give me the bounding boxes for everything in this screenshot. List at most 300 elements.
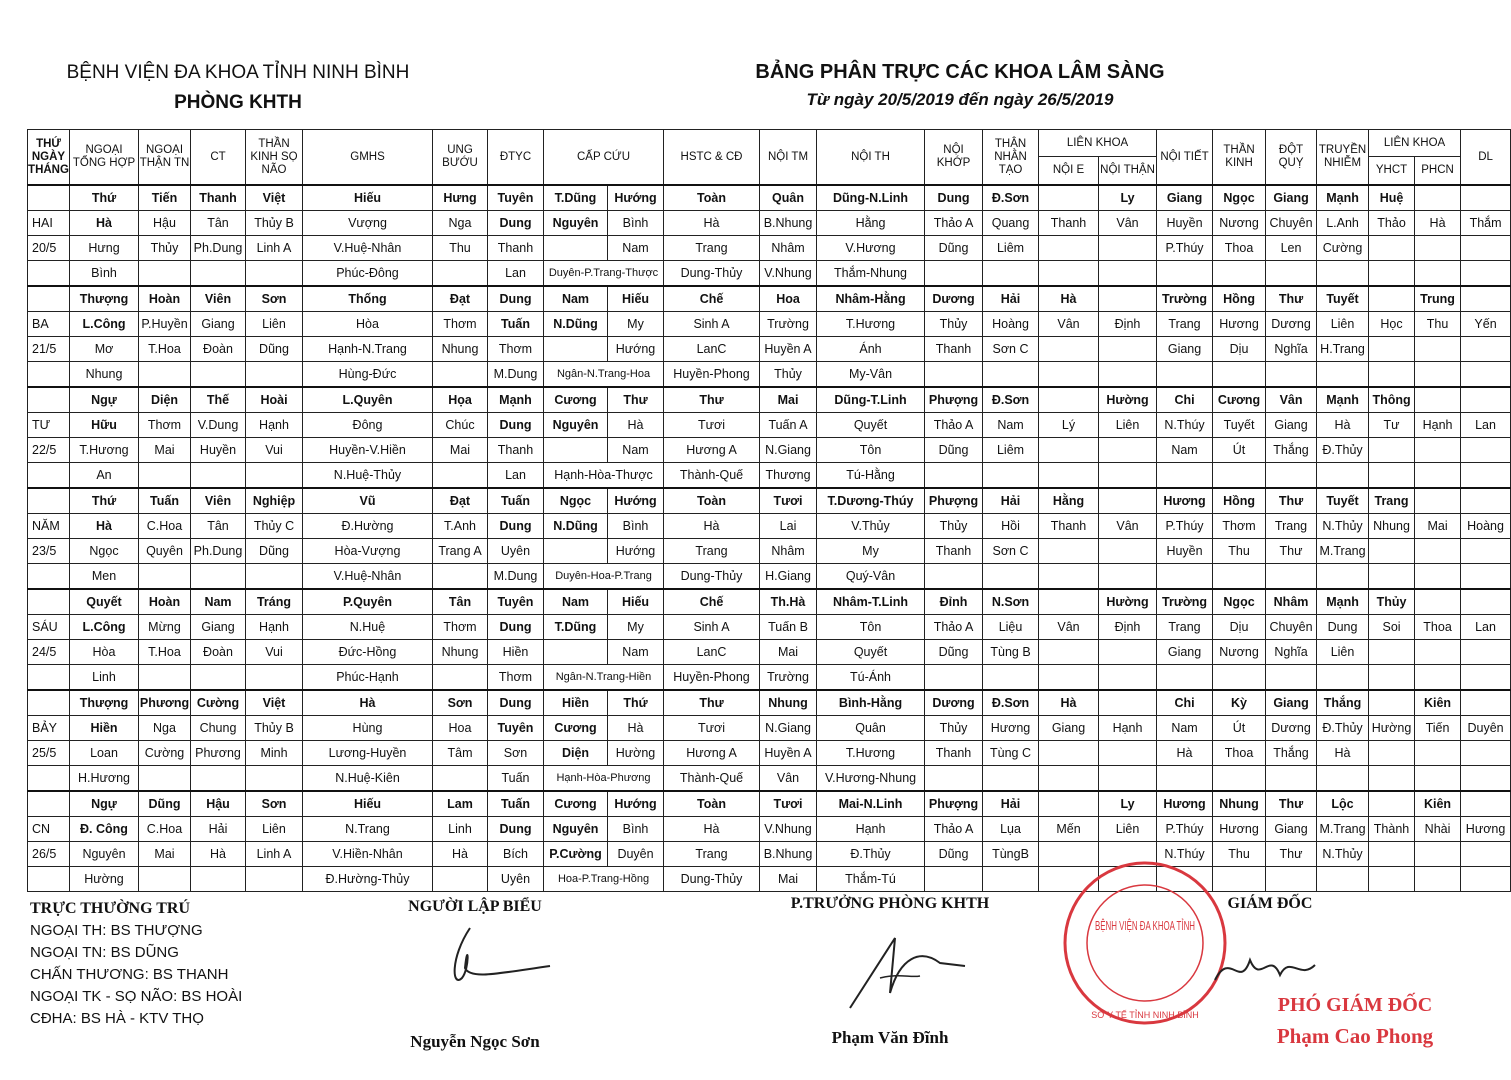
table-cell xyxy=(1369,842,1415,867)
table-cell: Loan xyxy=(70,741,139,766)
table-cell: Thượng xyxy=(70,286,139,312)
resident-duty-notes xyxy=(30,898,242,1030)
table-cell: Đ.Thủy xyxy=(1317,716,1369,741)
table-cell: Sơn C xyxy=(983,337,1039,362)
table-cell: Giang xyxy=(1266,817,1317,842)
table-cell xyxy=(1099,488,1157,514)
table-cell: Thủy xyxy=(925,312,983,337)
table-cell xyxy=(1415,236,1461,261)
table-cell: Phượng xyxy=(925,387,983,413)
table-cell: Tươi xyxy=(760,791,817,817)
table-cell: Tân xyxy=(433,589,488,615)
table-cell: Dung xyxy=(488,286,544,312)
table-cell: Thu xyxy=(433,236,488,261)
table-cell: Hà xyxy=(1317,413,1369,438)
table-cell xyxy=(1369,665,1415,691)
table-cell: Nhâm xyxy=(1266,589,1317,615)
table-cell: Hướng xyxy=(608,539,664,564)
table-cell: Toàn xyxy=(664,791,760,817)
table-cell xyxy=(1099,286,1157,312)
table-cell: Mừng xyxy=(139,615,191,640)
table-cell: Soi xyxy=(1369,615,1415,640)
table-cell: Chế xyxy=(664,286,760,312)
day-cell: CN xyxy=(28,817,70,842)
table-cell: Uyên xyxy=(488,867,544,892)
table-cell: L.Quyên xyxy=(303,387,433,413)
table-cell: LanC xyxy=(664,337,760,362)
table-cell: Tuyết xyxy=(1317,286,1369,312)
table-cell: Vũ xyxy=(303,488,433,514)
table-cell: My xyxy=(817,539,925,564)
col-header-dtyc: ĐTYC xyxy=(488,130,544,186)
table-cell: Sơn xyxy=(246,286,303,312)
table-cell: Dũng xyxy=(139,791,191,817)
table-row xyxy=(28,236,1511,261)
table-cell xyxy=(1317,766,1369,792)
table-cell xyxy=(983,766,1039,792)
table-cell: Hà xyxy=(191,842,246,867)
day-cell xyxy=(28,488,70,514)
table-cell: Hiếu xyxy=(303,185,433,211)
table-cell xyxy=(191,766,246,792)
table-cell: Thư xyxy=(1266,488,1317,514)
day-cell: NĂM xyxy=(28,514,70,539)
table-cell: Linh xyxy=(433,817,488,842)
table-cell: Thành-Quế xyxy=(664,766,760,792)
table-cell: Mơ xyxy=(70,337,139,362)
table-cell: Mai xyxy=(139,842,191,867)
table-cell: Hiếu xyxy=(608,286,664,312)
table-cell xyxy=(983,463,1039,489)
table-cell: Thông xyxy=(1369,387,1415,413)
table-cell: Liêm xyxy=(983,438,1039,463)
table-cell: Thứ xyxy=(608,690,664,716)
table-cell: Sơn xyxy=(488,741,544,766)
table-cell: Huyền A xyxy=(760,337,817,362)
table-cell: Thành-Quế xyxy=(664,463,760,489)
table-row xyxy=(28,337,1511,362)
table-cell xyxy=(1099,362,1157,388)
table-cell: Dung xyxy=(488,413,544,438)
table-cell xyxy=(925,362,983,388)
table-cell: Tuyên xyxy=(488,185,544,211)
day-cell xyxy=(28,185,70,211)
table-cell xyxy=(1213,261,1266,287)
table-cell: Thư xyxy=(1266,539,1317,564)
table-cell: Thảo A xyxy=(925,413,983,438)
table-cell: Diện xyxy=(544,741,608,766)
table-cell: Mai-N.Linh xyxy=(817,791,925,817)
table-cell xyxy=(1039,640,1099,665)
table-cell: Dương xyxy=(1266,312,1317,337)
col-header-noi-tm: NỘI TM xyxy=(760,130,817,186)
table-cell: Việt xyxy=(246,185,303,211)
table-cell xyxy=(1317,564,1369,590)
table-cell: T.Hương xyxy=(70,438,139,463)
table-cell: N.Huệ xyxy=(303,615,433,640)
table-cell: Hoài xyxy=(246,387,303,413)
table-cell: Thơm xyxy=(488,665,544,691)
table-cell xyxy=(1099,741,1157,766)
table-cell: Đ.Hường xyxy=(303,514,433,539)
table-cell: Thu xyxy=(1213,842,1266,867)
table-cell xyxy=(1461,665,1511,691)
table-cell xyxy=(1099,438,1157,463)
table-cell: Viên xyxy=(191,286,246,312)
table-cell: Nhâm xyxy=(760,236,817,261)
table-cell: Mạnh xyxy=(488,387,544,413)
table-cell: N.Thúy xyxy=(1157,842,1213,867)
day-cell xyxy=(28,564,70,590)
notes-line: NGOẠI TK - SỌ NÃO: BS HOÀI xyxy=(30,988,243,1005)
table-cell: Liên xyxy=(1099,817,1157,842)
table-row xyxy=(28,589,1511,615)
col-header-than-nhan-tao: THẬN NHÂN TẠO xyxy=(983,130,1039,186)
table-cell: Hạnh-Hòa-Thược xyxy=(544,463,664,489)
table-cell: Mai xyxy=(760,867,817,892)
table-cell: Linh xyxy=(70,665,139,691)
table-cell xyxy=(925,665,983,691)
table-cell xyxy=(1369,690,1415,716)
table-cell: Dung xyxy=(488,817,544,842)
table-cell: Hà xyxy=(70,514,139,539)
table-cell xyxy=(1415,387,1461,413)
table-cell: Tuyết xyxy=(1213,413,1266,438)
table-cell: Thơm xyxy=(433,615,488,640)
table-cell xyxy=(1266,867,1317,892)
table-cell xyxy=(1415,337,1461,362)
table-cell: Nam xyxy=(1157,438,1213,463)
table-cell: Hương xyxy=(1213,817,1266,842)
table-row xyxy=(28,387,1511,413)
table-cell: Lan xyxy=(1461,615,1511,640)
table-cell: Ngọc xyxy=(1213,589,1266,615)
table-cell: Hà xyxy=(70,211,139,236)
table-cell xyxy=(1099,261,1157,287)
table-cell: Mai xyxy=(433,438,488,463)
table-cell: Vui xyxy=(246,640,303,665)
table-cell: V.Nhung xyxy=(760,817,817,842)
table-cell xyxy=(1369,791,1415,817)
table-cell: Hướng xyxy=(608,185,664,211)
table-cell: Hưng xyxy=(433,185,488,211)
table-row xyxy=(28,488,1511,514)
table-cell: Trang xyxy=(1266,514,1317,539)
table-cell: Thắm-Tú xyxy=(817,867,925,892)
table-cell: Phúc-Đông xyxy=(303,261,433,287)
table-cell xyxy=(1266,463,1317,489)
table-cell: Tươi xyxy=(664,716,760,741)
notes-line: CĐHA: BS HÀ - KTV THỌ xyxy=(30,1010,204,1027)
table-cell: Kiên xyxy=(1415,791,1461,817)
table-cell: Nghĩa xyxy=(1266,640,1317,665)
table-cell xyxy=(1415,438,1461,463)
table-cell xyxy=(1461,488,1511,514)
table-cell: Thanh xyxy=(488,236,544,261)
table-cell: Dũng xyxy=(925,236,983,261)
table-row xyxy=(28,716,1511,741)
table-cell: Uyên xyxy=(488,539,544,564)
table-cell: Nam xyxy=(544,589,608,615)
col-header-noi-than: NỘI THẬN xyxy=(1099,157,1157,186)
table-row xyxy=(28,514,1511,539)
table-cell xyxy=(1039,791,1099,817)
table-cell: Hương xyxy=(1157,791,1213,817)
col-header-gmhs: GMHS xyxy=(303,130,433,186)
table-cell: Giang xyxy=(1157,185,1213,211)
table-cell: Trung xyxy=(1415,286,1461,312)
table-cell: Vui xyxy=(246,438,303,463)
table-cell xyxy=(1213,665,1266,691)
table-cell: Nhâm-Hằng xyxy=(817,286,925,312)
table-cell: Hà xyxy=(1317,741,1369,766)
col-group-lien-khoa-2: LIÊN KHOA xyxy=(1369,130,1461,157)
table-cell: Nam xyxy=(608,236,664,261)
table-cell: Dung xyxy=(488,690,544,716)
table-cell: Tuấn B xyxy=(760,615,817,640)
roster-body xyxy=(28,185,1511,892)
table-cell: Duyên-Hoa-P.Trang xyxy=(544,564,664,590)
table-cell: Nam xyxy=(608,438,664,463)
table-cell xyxy=(1099,337,1157,362)
table-cell: Thắm-Nhung xyxy=(817,261,925,287)
table-row xyxy=(28,766,1511,792)
table-row xyxy=(28,867,1511,892)
table-cell: V.Dung xyxy=(191,413,246,438)
table-cell: Nhung xyxy=(433,337,488,362)
table-cell: Nhâm-T.Linh xyxy=(817,589,925,615)
table-cell xyxy=(1461,564,1511,590)
table-cell: Hường xyxy=(1099,387,1157,413)
table-cell: Tuyên xyxy=(488,716,544,741)
table-cell xyxy=(191,665,246,691)
table-cell: Thủy xyxy=(925,514,983,539)
table-cell: Đ.Sơn xyxy=(983,387,1039,413)
table-cell: Trường xyxy=(1157,286,1213,312)
table-cell xyxy=(433,766,488,792)
table-cell: V.Hương-Nhung xyxy=(817,766,925,792)
table-cell: Thanh xyxy=(925,539,983,564)
table-cell xyxy=(139,867,191,892)
table-cell: Hải xyxy=(191,817,246,842)
table-cell xyxy=(1039,564,1099,590)
table-cell: Hướng xyxy=(608,791,664,817)
table-cell: L.Công xyxy=(70,312,139,337)
table-cell: P.Cường xyxy=(544,842,608,867)
table-cell: Thứ xyxy=(70,185,139,211)
table-cell xyxy=(1461,867,1511,892)
table-cell: Thư xyxy=(664,387,760,413)
table-cell: Thành xyxy=(1369,817,1415,842)
table-cell xyxy=(246,261,303,287)
table-cell: Nhung xyxy=(760,690,817,716)
table-cell xyxy=(1213,564,1266,590)
table-cell: Hải xyxy=(983,791,1039,817)
table-cell: Huyền A xyxy=(760,741,817,766)
table-row xyxy=(28,791,1511,817)
table-cell: Tú-Ánh xyxy=(817,665,925,691)
table-cell: Th.Hà xyxy=(760,589,817,615)
table-cell xyxy=(1369,539,1415,564)
table-cell: LanC xyxy=(664,640,760,665)
table-cell xyxy=(1039,337,1099,362)
table-cell xyxy=(1461,463,1511,489)
col-header-noi-tiet: NỘI TIẾT xyxy=(1157,130,1213,186)
day-cell xyxy=(28,867,70,892)
table-cell: Sơn C xyxy=(983,539,1039,564)
col-header-ngoai-tong-hop: NGOẠI TỔNG HỢP xyxy=(70,130,139,186)
table-cell xyxy=(1039,539,1099,564)
table-cell xyxy=(1461,286,1511,312)
table-cell: C.Hoa xyxy=(139,514,191,539)
col-header-than-kinh-so-nao: THẦN KINH SỌ NÃO xyxy=(246,130,303,186)
col-header-day: THỨ NGÀY THÁNG xyxy=(28,130,70,186)
table-cell: Nguyên xyxy=(544,413,608,438)
col-header-ct: CT xyxy=(191,130,246,186)
table-cell: Thảo xyxy=(1369,211,1415,236)
table-cell xyxy=(1099,236,1157,261)
table-cell: Ngự xyxy=(70,791,139,817)
table-cell: Minh xyxy=(246,741,303,766)
table-cell xyxy=(1039,589,1099,615)
table-cell: Hương xyxy=(1461,817,1511,842)
table-cell: Hướng xyxy=(608,337,664,362)
table-cell xyxy=(1415,539,1461,564)
table-cell xyxy=(544,438,608,463)
table-cell xyxy=(1369,463,1415,489)
table-cell: Liêm xyxy=(983,236,1039,261)
table-cell xyxy=(433,261,488,287)
table-cell: Len xyxy=(1266,236,1317,261)
table-cell xyxy=(1369,362,1415,388)
table-cell: Nguyên xyxy=(70,842,139,867)
table-cell xyxy=(1099,766,1157,792)
table-cell xyxy=(191,463,246,489)
table-cell: Liên xyxy=(246,817,303,842)
table-cell: An xyxy=(70,463,139,489)
table-cell: Hậu xyxy=(139,211,191,236)
table-cell: Hằng xyxy=(1039,488,1099,514)
table-cell: Nam xyxy=(1157,716,1213,741)
table-row xyxy=(28,362,1511,388)
table-cell: Cương xyxy=(544,716,608,741)
table-cell: Lý xyxy=(1039,413,1099,438)
table-cell: Giang xyxy=(1157,337,1213,362)
table-cell: Tân xyxy=(191,514,246,539)
table-cell: Thảo A xyxy=(925,817,983,842)
table-cell: Ph.Dung xyxy=(191,539,246,564)
table-cell: Hoa xyxy=(760,286,817,312)
table-cell: Thế xyxy=(191,387,246,413)
table-cell: Hà xyxy=(303,690,433,716)
table-cell: TùngB xyxy=(983,842,1039,867)
table-cell: Chuyên xyxy=(1266,211,1317,236)
table-cell xyxy=(1266,261,1317,287)
table-cell xyxy=(1099,564,1157,590)
table-cell: M.Trang xyxy=(1317,539,1369,564)
table-cell: Trang xyxy=(664,236,760,261)
table-cell xyxy=(1461,766,1511,792)
table-cell: Tân xyxy=(191,211,246,236)
table-cell: Thủy C xyxy=(246,514,303,539)
table-cell xyxy=(1461,438,1511,463)
table-cell: Sinh A xyxy=(664,312,760,337)
table-cell: Thư xyxy=(1266,842,1317,867)
table-cell: V.Hương xyxy=(817,236,925,261)
table-cell: Dịu xyxy=(1213,615,1266,640)
day-cell: 22/5 xyxy=(28,438,70,463)
table-cell: Hòa-Vượng xyxy=(303,539,433,564)
table-cell: Thoa xyxy=(1213,741,1266,766)
table-cell xyxy=(1415,261,1461,287)
table-cell xyxy=(1266,665,1317,691)
table-cell: Hiền xyxy=(70,716,139,741)
table-cell: Huyền-V.Hiền xyxy=(303,438,433,463)
table-cell: Nam xyxy=(983,413,1039,438)
table-cell: Thủy xyxy=(925,716,983,741)
table-cell: Tuyên xyxy=(488,589,544,615)
table-cell xyxy=(1157,261,1213,287)
table-cell: Đ. Công xyxy=(70,817,139,842)
table-cell: Trường xyxy=(1157,589,1213,615)
table-cell: Thư xyxy=(1266,791,1317,817)
table-row xyxy=(28,741,1511,766)
table-cell: Viên xyxy=(191,488,246,514)
preparer-signature xyxy=(440,918,560,998)
table-cell xyxy=(433,665,488,691)
table-cell: C.Hoa xyxy=(139,817,191,842)
table-cell: Sinh A xyxy=(664,615,760,640)
table-cell xyxy=(246,362,303,388)
table-cell: Hòa xyxy=(303,312,433,337)
table-cell: Huyền-Phong xyxy=(664,665,760,691)
table-cell: Giang xyxy=(1157,640,1213,665)
table-cell: Huyền xyxy=(191,438,246,463)
table-cell xyxy=(925,564,983,590)
table-cell xyxy=(191,564,246,590)
table-cell: Tiến xyxy=(139,185,191,211)
table-cell: Huyền xyxy=(1157,211,1213,236)
table-cell: Quyết xyxy=(817,640,925,665)
table-cell: Huệ xyxy=(1369,185,1415,211)
table-cell: Cường xyxy=(1317,236,1369,261)
table-cell: Cường xyxy=(191,690,246,716)
table-cell: Nam xyxy=(544,286,608,312)
table-cell: Hải xyxy=(983,286,1039,312)
stamp-ring-text: SỞ Y TẾ TỈNH NINH BÌNH xyxy=(1091,1010,1199,1020)
table-cell: Thủy xyxy=(1369,589,1415,615)
table-cell: Chung xyxy=(191,716,246,741)
table-cell: Út xyxy=(1213,438,1266,463)
table-cell: Dương xyxy=(925,690,983,716)
page-title: BẢNG PHÂN TRỰC CÁC KHOA LÂM SÀNG xyxy=(755,61,1165,83)
table-cell xyxy=(1415,766,1461,792)
table-row xyxy=(28,842,1511,867)
table-cell: Quang xyxy=(983,211,1039,236)
table-cell xyxy=(1461,741,1511,766)
table-cell: Trang xyxy=(1157,615,1213,640)
director-title: GIÁM ĐỐC xyxy=(1227,895,1313,912)
table-cell: Dịu xyxy=(1213,337,1266,362)
table-cell xyxy=(1461,842,1511,867)
table-cell xyxy=(1213,362,1266,388)
table-cell: Liệu xyxy=(983,615,1039,640)
table-cell: Lộc xyxy=(1317,791,1369,817)
table-cell: N.Giang xyxy=(760,716,817,741)
table-row xyxy=(28,211,1511,236)
table-cell: Tuấn xyxy=(488,312,544,337)
table-cell: Thoa xyxy=(1213,236,1266,261)
